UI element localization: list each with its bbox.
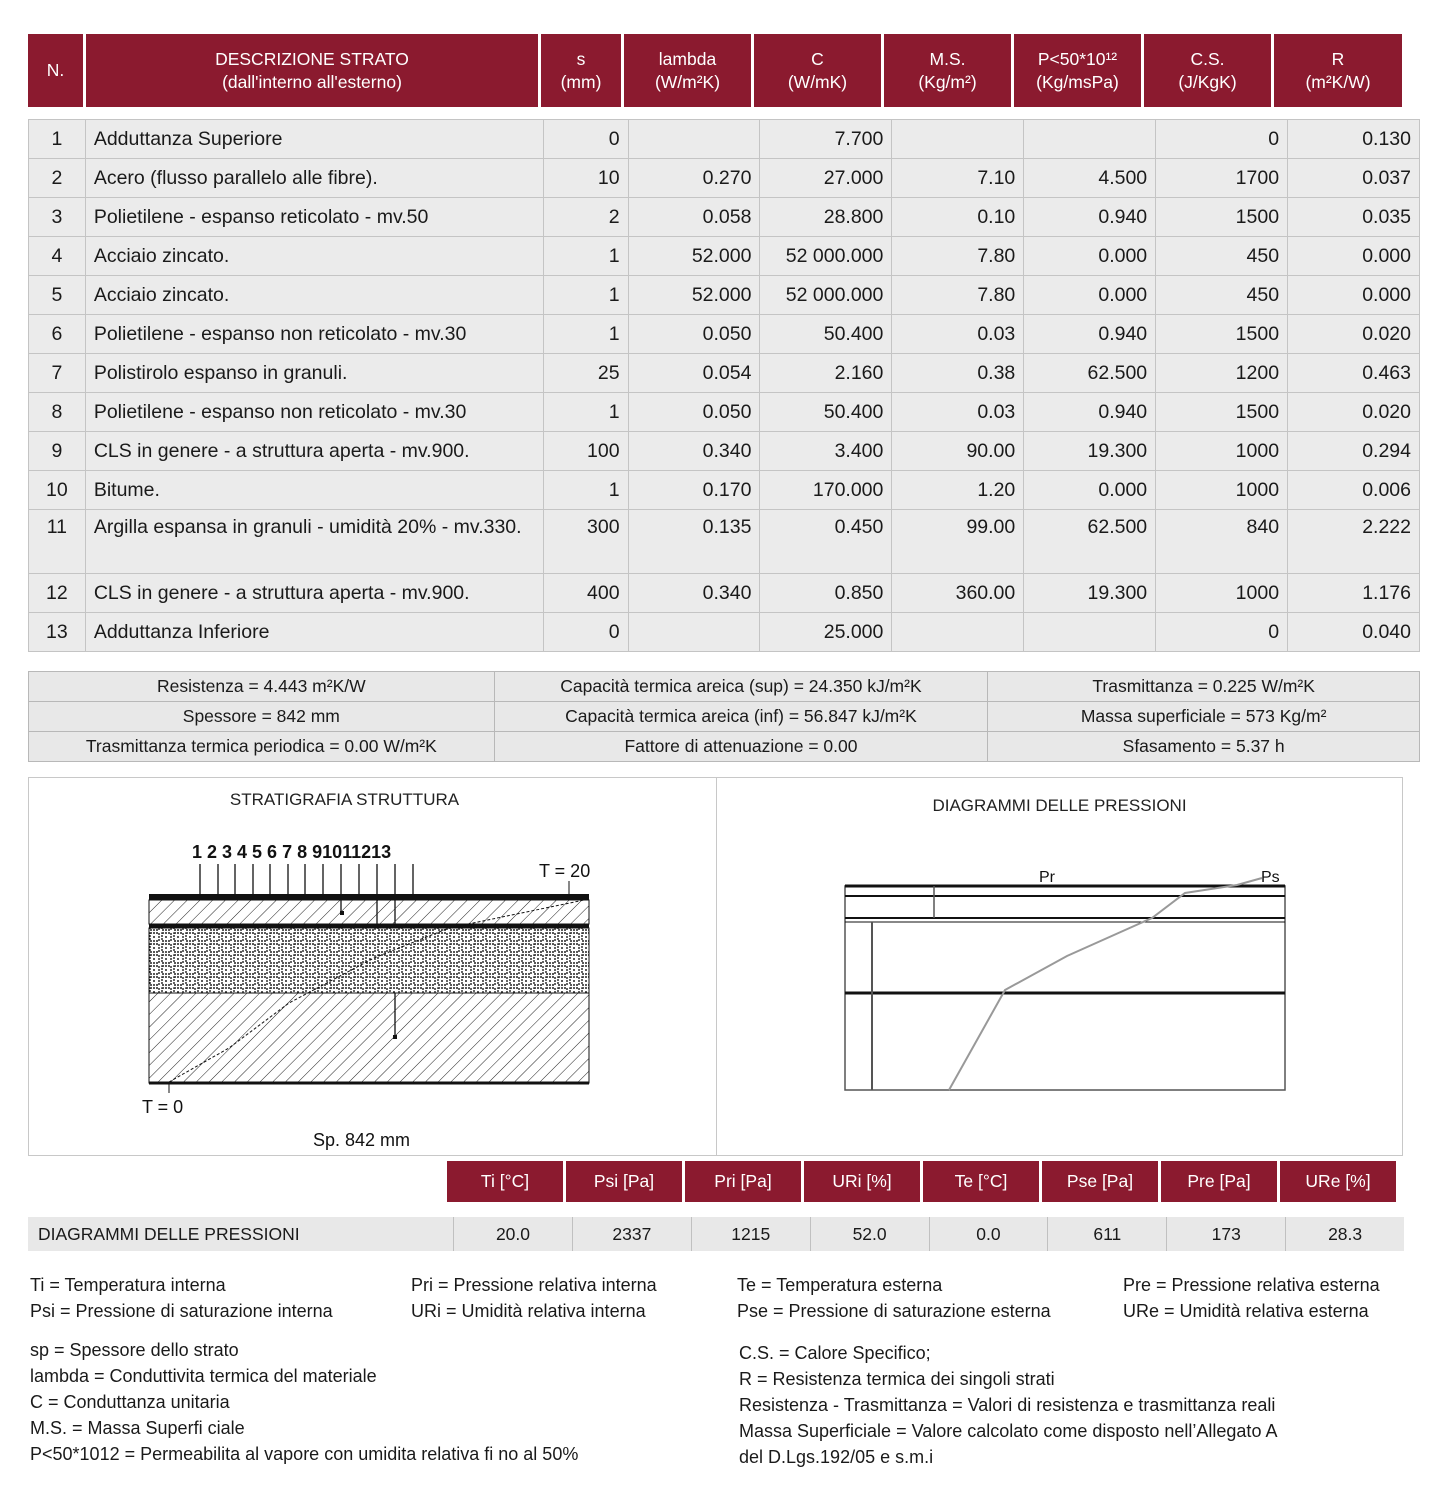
cell-n: 12 <box>29 574 86 613</box>
cell-descrizione: Bitume. <box>85 471 544 510</box>
cell-ms: 1.20 <box>892 471 1024 510</box>
cell-n: 10 <box>29 471 86 510</box>
legend-pre: Pre = Pressione relativa esterna <box>1123 1275 1380 1295</box>
table-row <box>29 198 1420 237</box>
table-row <box>29 120 1420 159</box>
cell-cs: 840 <box>1156 510 1288 574</box>
summary-massa: Massa superficiale = 573 Kg/m² <box>988 702 1420 732</box>
header-ure: URe [%] <box>1280 1161 1396 1202</box>
cell-permeabilita <box>1024 613 1156 652</box>
legend-ti: Ti = Temperatura interna <box>30 1275 226 1295</box>
table-row <box>29 510 1420 574</box>
stratigrafia-panel <box>28 777 717 1156</box>
summary-trasmittanza-periodica: Trasmittanza termica periodica = 0.00 W/m²K <box>29 732 495 762</box>
cell-n: 2 <box>29 159 86 198</box>
legend-massa: Massa Superficiale = Valore calcolato come disposto nell’Allegato A <box>739 1421 1278 1441</box>
summary-fattore: Fattore di attenuazione = 0.00 <box>494 732 988 762</box>
cell-c: 7.700 <box>760 120 892 159</box>
cell-c: 50.400 <box>760 393 892 432</box>
cell-cs: 1000 <box>1156 432 1288 471</box>
cell-s: 2 <box>544 198 628 237</box>
cell-ms: 90.00 <box>892 432 1024 471</box>
summary-sfasamento: Sfasamento = 5.37 h <box>988 732 1420 762</box>
cell-cs: 1700 <box>1156 159 1288 198</box>
cell-n: 5 <box>29 276 86 315</box>
value-ure: 28.3 <box>1285 1217 1404 1251</box>
cell-ms: 99.00 <box>892 510 1024 574</box>
cell-ms: 0.38 <box>892 354 1024 393</box>
cell-lambda: 0.135 <box>628 510 760 574</box>
legend-notes <box>739 1340 1277 1470</box>
cell-n: 8 <box>29 393 86 432</box>
cell-c: 2.160 <box>760 354 892 393</box>
cell-s: 0 <box>544 613 628 652</box>
layer-argilla <box>149 928 589 993</box>
cell-permeabilita: 19.300 <box>1024 574 1156 613</box>
legend-cs: C.S. = Calore Specifico; <box>739 1343 931 1363</box>
cell-s: 0 <box>544 120 628 159</box>
pressure-diagram-panel <box>716 777 1403 1156</box>
cell-ms: 7.80 <box>892 276 1024 315</box>
cell-s: 25 <box>544 354 628 393</box>
header-pre: Pre [Pa] <box>1161 1161 1277 1202</box>
cell-cs: 1000 <box>1156 574 1288 613</box>
cell-r: 0.463 <box>1288 354 1420 393</box>
cell-ms <box>892 120 1024 159</box>
cell-cs: 0 <box>1156 613 1288 652</box>
cell-ms: 0.10 <box>892 198 1024 237</box>
cell-permeabilita: 0.000 <box>1024 471 1156 510</box>
header-te: Te [°C] <box>923 1161 1039 1202</box>
table-row <box>29 315 1420 354</box>
cell-descrizione: Polietilene - espanso reticolato - mv.50 <box>85 198 544 237</box>
legend-internal-2 <box>411 1272 657 1324</box>
cell-s: 1 <box>544 276 628 315</box>
table-row <box>29 471 1420 510</box>
value-uri: 52.0 <box>810 1217 929 1251</box>
cell-c: 25.000 <box>760 613 892 652</box>
cell-r: 0.020 <box>1288 393 1420 432</box>
cell-permeabilita: 0.000 <box>1024 237 1156 276</box>
header-pse: Pse [Pa] <box>1042 1161 1158 1202</box>
cell-lambda: 0.170 <box>628 471 760 510</box>
header-cs: C.S. (J/KgK) <box>1144 34 1271 107</box>
header-descrizione: DESCRIZIONE STRATO (dall'interno all'esterno) <box>86 34 538 107</box>
stratigrafia-title: STRATIGRAFIA STRUTTURA <box>229 790 460 809</box>
value-psi: 2337 <box>572 1217 691 1251</box>
table-row <box>29 613 1420 652</box>
cell-lambda <box>628 613 760 652</box>
cell-lambda: 0.058 <box>628 198 760 237</box>
cell-s: 1 <box>544 471 628 510</box>
cell-lambda: 0.050 <box>628 315 760 354</box>
pressure-diagram-title: DIAGRAMMI DELLE PRESSIONI <box>932 796 1187 815</box>
cell-r: 0.006 <box>1288 471 1420 510</box>
cell-r: 0.000 <box>1288 276 1420 315</box>
cell-n: 7 <box>29 354 86 393</box>
cell-cs: 1500 <box>1156 198 1288 237</box>
cell-lambda: 0.050 <box>628 393 760 432</box>
legend-r: R = Resistenza termica dei singoli strati <box>739 1369 1055 1389</box>
cell-r: 0.020 <box>1288 315 1420 354</box>
header-permeabilita: P<50*10¹² (Kg/msPa) <box>1014 34 1141 107</box>
legend-te: Te = Temperatura esterna <box>737 1275 943 1295</box>
cell-lambda: 0.270 <box>628 159 760 198</box>
cell-ms: 360.00 <box>892 574 1024 613</box>
cell-r: 0.040 <box>1288 613 1420 652</box>
cell-lambda: 52.000 <box>628 237 760 276</box>
cell-c: 52 000.000 <box>760 276 892 315</box>
cell-c: 170.000 <box>760 471 892 510</box>
cell-lambda: 52.000 <box>628 276 760 315</box>
summary-resistenza: Resistenza = 4.443 m²K/W <box>29 672 495 702</box>
legend-ure: URe = Umidità relativa esterna <box>1123 1301 1369 1321</box>
header-r: R (m²K/W) <box>1274 34 1402 107</box>
cell-ms: 7.10 <box>892 159 1024 198</box>
legend-dlgs: del D.Lgs.192/05 e s.m.i <box>739 1447 934 1467</box>
cell-n: 9 <box>29 432 86 471</box>
cell-cs: 1200 <box>1156 354 1288 393</box>
legend-c: C = Conduttanza unitaria <box>30 1392 230 1412</box>
cell-n: 13 <box>29 613 86 652</box>
cell-r: 0.294 <box>1288 432 1420 471</box>
summary-spessore: Spessore = 842 mm <box>29 702 495 732</box>
layer-cls-top <box>149 900 589 924</box>
top-surface-layer <box>149 894 589 900</box>
cell-c: 0.850 <box>760 574 892 613</box>
cell-lambda: 0.054 <box>628 354 760 393</box>
cell-r: 1.176 <box>1288 574 1420 613</box>
pressure-table-row <box>28 1217 1404 1251</box>
cell-cs: 1000 <box>1156 471 1288 510</box>
legend-ms: M.S. = Massa Superfi ciale <box>30 1418 245 1438</box>
header-psi: Psi [Pa] <box>566 1161 682 1202</box>
header-ti: Ti [°C] <box>447 1161 563 1202</box>
header-c: C (W/mK) <box>754 34 881 107</box>
cell-c: 27.000 <box>760 159 892 198</box>
table-row <box>29 393 1420 432</box>
cell-r: 0.130 <box>1288 120 1420 159</box>
value-te: 0.0 <box>929 1217 1048 1251</box>
value-pse: 611 <box>1047 1217 1166 1251</box>
cell-permeabilita: 62.500 <box>1024 354 1156 393</box>
cell-descrizione: Polietilene - espanso non reticolato - mv.30 <box>85 393 544 432</box>
layer-cls-bottom <box>149 993 589 1083</box>
thickness-label: Sp. 842 mm <box>313 1130 411 1150</box>
cell-s: 300 <box>544 510 628 574</box>
cell-s: 100 <box>544 432 628 471</box>
stratigrafia-drawing <box>29 778 716 1155</box>
pressure-diagram <box>717 778 1402 1155</box>
cell-n: 6 <box>29 315 86 354</box>
cell-n: 3 <box>29 198 86 237</box>
cell-lambda: 0.340 <box>628 574 760 613</box>
pressure-table-header <box>447 1161 1396 1202</box>
cell-permeabilita: 19.300 <box>1024 432 1156 471</box>
cell-cs: 450 <box>1156 276 1288 315</box>
table-row <box>29 276 1420 315</box>
cell-r: 2.222 <box>1288 510 1420 574</box>
cell-descrizione: Polietilene - espanso non reticolato - mv.30 <box>85 315 544 354</box>
cell-r: 0.035 <box>1288 198 1420 237</box>
cell-cs: 1500 <box>1156 315 1288 354</box>
cell-descrizione: Adduttanza Inferiore <box>85 613 544 652</box>
cell-cs: 0 <box>1156 120 1288 159</box>
summary-capacita-inf: Capacità termica areica (inf) = 56.847 kJ/m²K <box>494 702 988 732</box>
cell-n: 11 <box>29 510 86 574</box>
legend-external <box>737 1272 1051 1324</box>
legend-external-2 <box>1123 1272 1380 1324</box>
cell-cs: 1500 <box>1156 393 1288 432</box>
cell-ms: 0.03 <box>892 393 1024 432</box>
cell-ms: 0.03 <box>892 315 1024 354</box>
value-pri: 1215 <box>691 1217 810 1251</box>
table-row <box>29 159 1420 198</box>
cell-permeabilita: 62.500 <box>1024 510 1156 574</box>
legend-sp: sp = Spessore dello strato <box>30 1340 239 1360</box>
cell-permeabilita: 0.000 <box>1024 276 1156 315</box>
layers-table <box>28 119 1420 652</box>
legend-psi: Psi = Pressione di saturazione interna <box>30 1301 333 1321</box>
cell-c: 52 000.000 <box>760 237 892 276</box>
cell-lambda: 0.340 <box>628 432 760 471</box>
legend-permeabilita: P<50*1012 = Permeabilita al vapore con umidita relativa fi no al 50% <box>30 1444 579 1464</box>
ps-label: Ps <box>1261 869 1280 886</box>
cell-c: 28.800 <box>760 198 892 237</box>
cell-r: 0.037 <box>1288 159 1420 198</box>
cell-ms <box>892 613 1024 652</box>
cell-descrizione: CLS in genere - a struttura aperta - mv.900. <box>85 432 544 471</box>
cell-permeabilita: 0.940 <box>1024 198 1156 237</box>
value-pre: 173 <box>1166 1217 1285 1251</box>
cell-permeabilita <box>1024 120 1156 159</box>
cell-s: 1 <box>544 315 628 354</box>
cell-n: 1 <box>29 120 86 159</box>
cell-permeabilita: 0.940 <box>1024 393 1156 432</box>
cell-n: 4 <box>29 237 86 276</box>
cell-c: 3.400 <box>760 432 892 471</box>
cell-permeabilita: 4.500 <box>1024 159 1156 198</box>
legend-internal <box>30 1272 333 1324</box>
legend-pse: Pse = Pressione di saturazione esterna <box>737 1301 1051 1321</box>
cell-descrizione: Acciaio zincato. <box>85 276 544 315</box>
thin-layer <box>149 924 589 928</box>
header-ms: M.S. (Kg/m²) <box>884 34 1011 107</box>
cell-cs: 450 <box>1156 237 1288 276</box>
header-n: N. <box>28 34 83 107</box>
cell-r: 0.000 <box>1288 237 1420 276</box>
cell-descrizione: Acciaio zincato. <box>85 237 544 276</box>
header-s: s (mm) <box>541 34 621 107</box>
summary-trasmittanza: Trasmittanza = 0.225 W/m²K <box>988 672 1420 702</box>
cell-permeabilita: 0.940 <box>1024 315 1156 354</box>
t-top-label: T = 20 <box>539 861 591 881</box>
cell-s: 1 <box>544 237 628 276</box>
cell-descrizione: CLS in genere - a struttura aperta - mv.900. <box>85 574 544 613</box>
legend-uri: URi = Umidità relativa interna <box>411 1301 646 1321</box>
header-uri: URi [%] <box>804 1161 920 1202</box>
cell-ms: 7.80 <box>892 237 1024 276</box>
cell-descrizione: Argilla espansa in granuli - umidità 20% - mv.330. <box>85 510 544 574</box>
value-ti: 20.0 <box>453 1217 572 1251</box>
table-row <box>29 354 1420 393</box>
legend-lambda: lambda = Conduttivita termica del materiale <box>30 1366 377 1386</box>
legend-columns <box>30 1337 578 1467</box>
pressure-row-label: DIAGRAMMI DELLE PRESSIONI <box>38 1223 300 1244</box>
legend-pri: Pri = Pressione relativa interna <box>411 1275 657 1295</box>
t-bottom-label: T = 0 <box>142 1097 184 1117</box>
summary-capacita-sup: Capacità termica areica (sup) = 24.350 kJ/m²K <box>494 672 988 702</box>
legend-resistenza: Resistenza - Trasmittanza = Valori di resistenza e trasmittanza reali <box>739 1395 1276 1415</box>
layers-table-header <box>28 34 1420 107</box>
cell-s: 1 <box>544 393 628 432</box>
cell-descrizione: Adduttanza Superiore <box>85 120 544 159</box>
cell-c: 0.450 <box>760 510 892 574</box>
table-row <box>29 237 1420 276</box>
cell-c: 50.400 <box>760 315 892 354</box>
cell-descrizione: Acero (flusso parallelo alle fibre). <box>85 159 544 198</box>
cell-s: 400 <box>544 574 628 613</box>
header-pri: Pri [Pa] <box>685 1161 801 1202</box>
cell-s: 10 <box>544 159 628 198</box>
table-row <box>29 432 1420 471</box>
layer-numbers: 1 2 3 4 5 6 7 8 91011213 <box>192 842 392 862</box>
table-row <box>29 574 1420 613</box>
summary-table <box>28 671 1420 762</box>
header-lambda: lambda (W/m²K) <box>624 34 751 107</box>
cell-lambda <box>628 120 760 159</box>
pr-label: Pr <box>1039 869 1055 886</box>
cell-descrizione: Polistirolo espanso in granuli. <box>85 354 544 393</box>
